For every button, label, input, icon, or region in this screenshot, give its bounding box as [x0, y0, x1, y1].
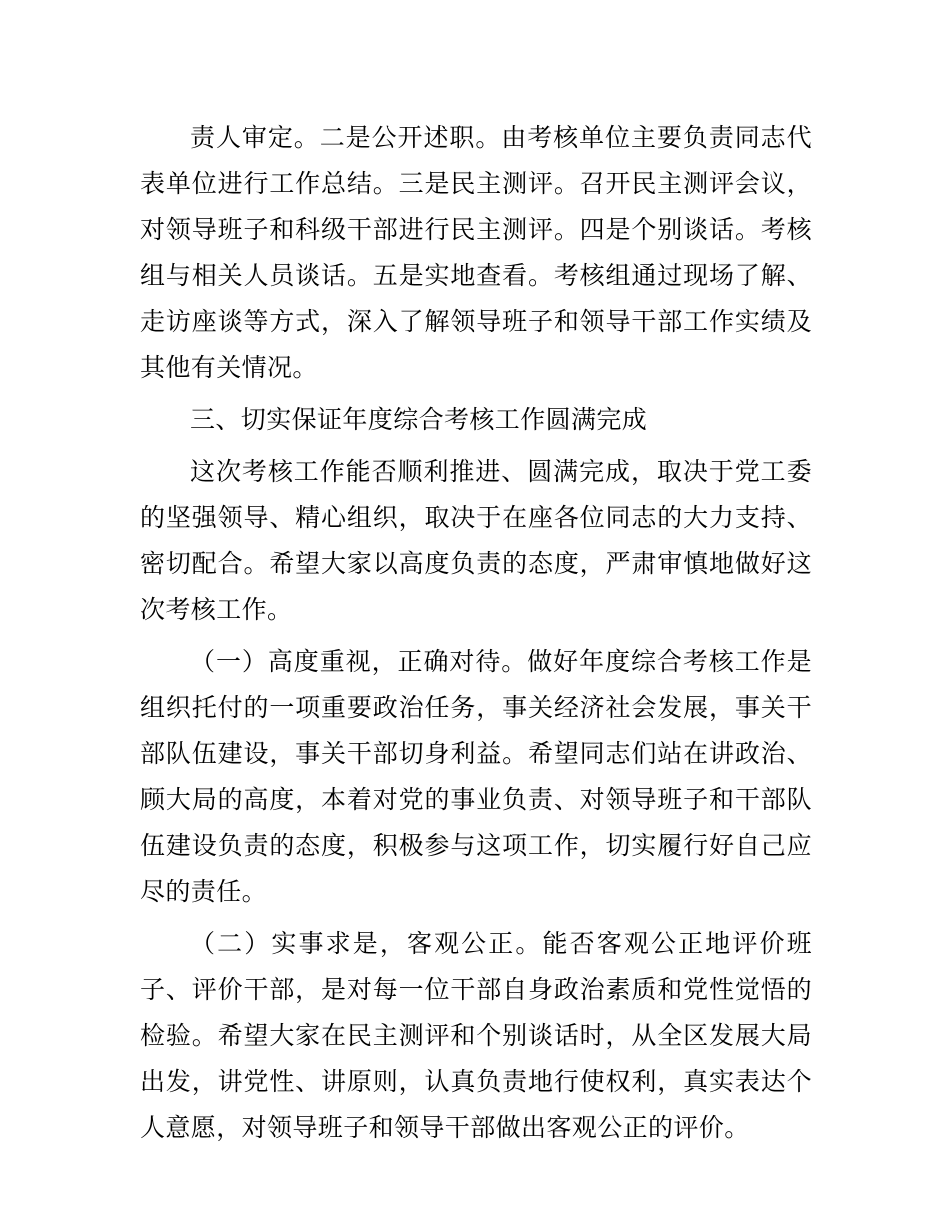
section-heading: 三、切实保证年度综合考核工作圆满完成 — [190, 405, 648, 434]
paragraph-point-two: （二）实事求是，客观公正。能否客观公正地评价班子、评价干部，是对每一位干部自身政治素质和党性觉悟的检验。希望大家在民主测评和个别谈话时，从全区发展大局出发，讲党性、讲原则，认真负责地行使权利，真实表达个人意愿，对领导班子和领导干部做出客观公正的评价。 — [140, 929, 812, 1142]
paragraph-intro: 这次考核工作能否顺利推进、圆满完成，取决于党工委的坚强领导、精心组织，取决于在座各位同志的大力支持、密切配合。希望大家以高度负责的态度，严肃审慎地做好这次考核工作。 — [140, 457, 812, 624]
paragraph-continuation: 责人审定。二是公开述职。由考核单位主要负责同志代表单位进行工作总结。三是民主测评。召开民主测评会议，对领导班子和科级干部进行民主测评。四是个别谈话。考核组与相关人员谈话。五是实地查看。考核组通过现场了解、走访座谈等方式，深入了解领导班子和领导干部工作实绩及其他有关情况。 — [140, 123, 812, 382]
document-body — [140, 115, 812, 1157]
paragraph-point-one: （一）高度重视，正确对待。做好年度综合考核工作是组织托付的一项重要政治任务，事关经济社会发展，事关干部队伍建设，事关干部切身利益。希望同志们站在讲政治、顾大局的高度，本着对党的事业负责、对领导班子和干部队伍建设负责的态度，积极参与这项工作，切实履行好自己应尽的责任。 — [140, 647, 812, 906]
